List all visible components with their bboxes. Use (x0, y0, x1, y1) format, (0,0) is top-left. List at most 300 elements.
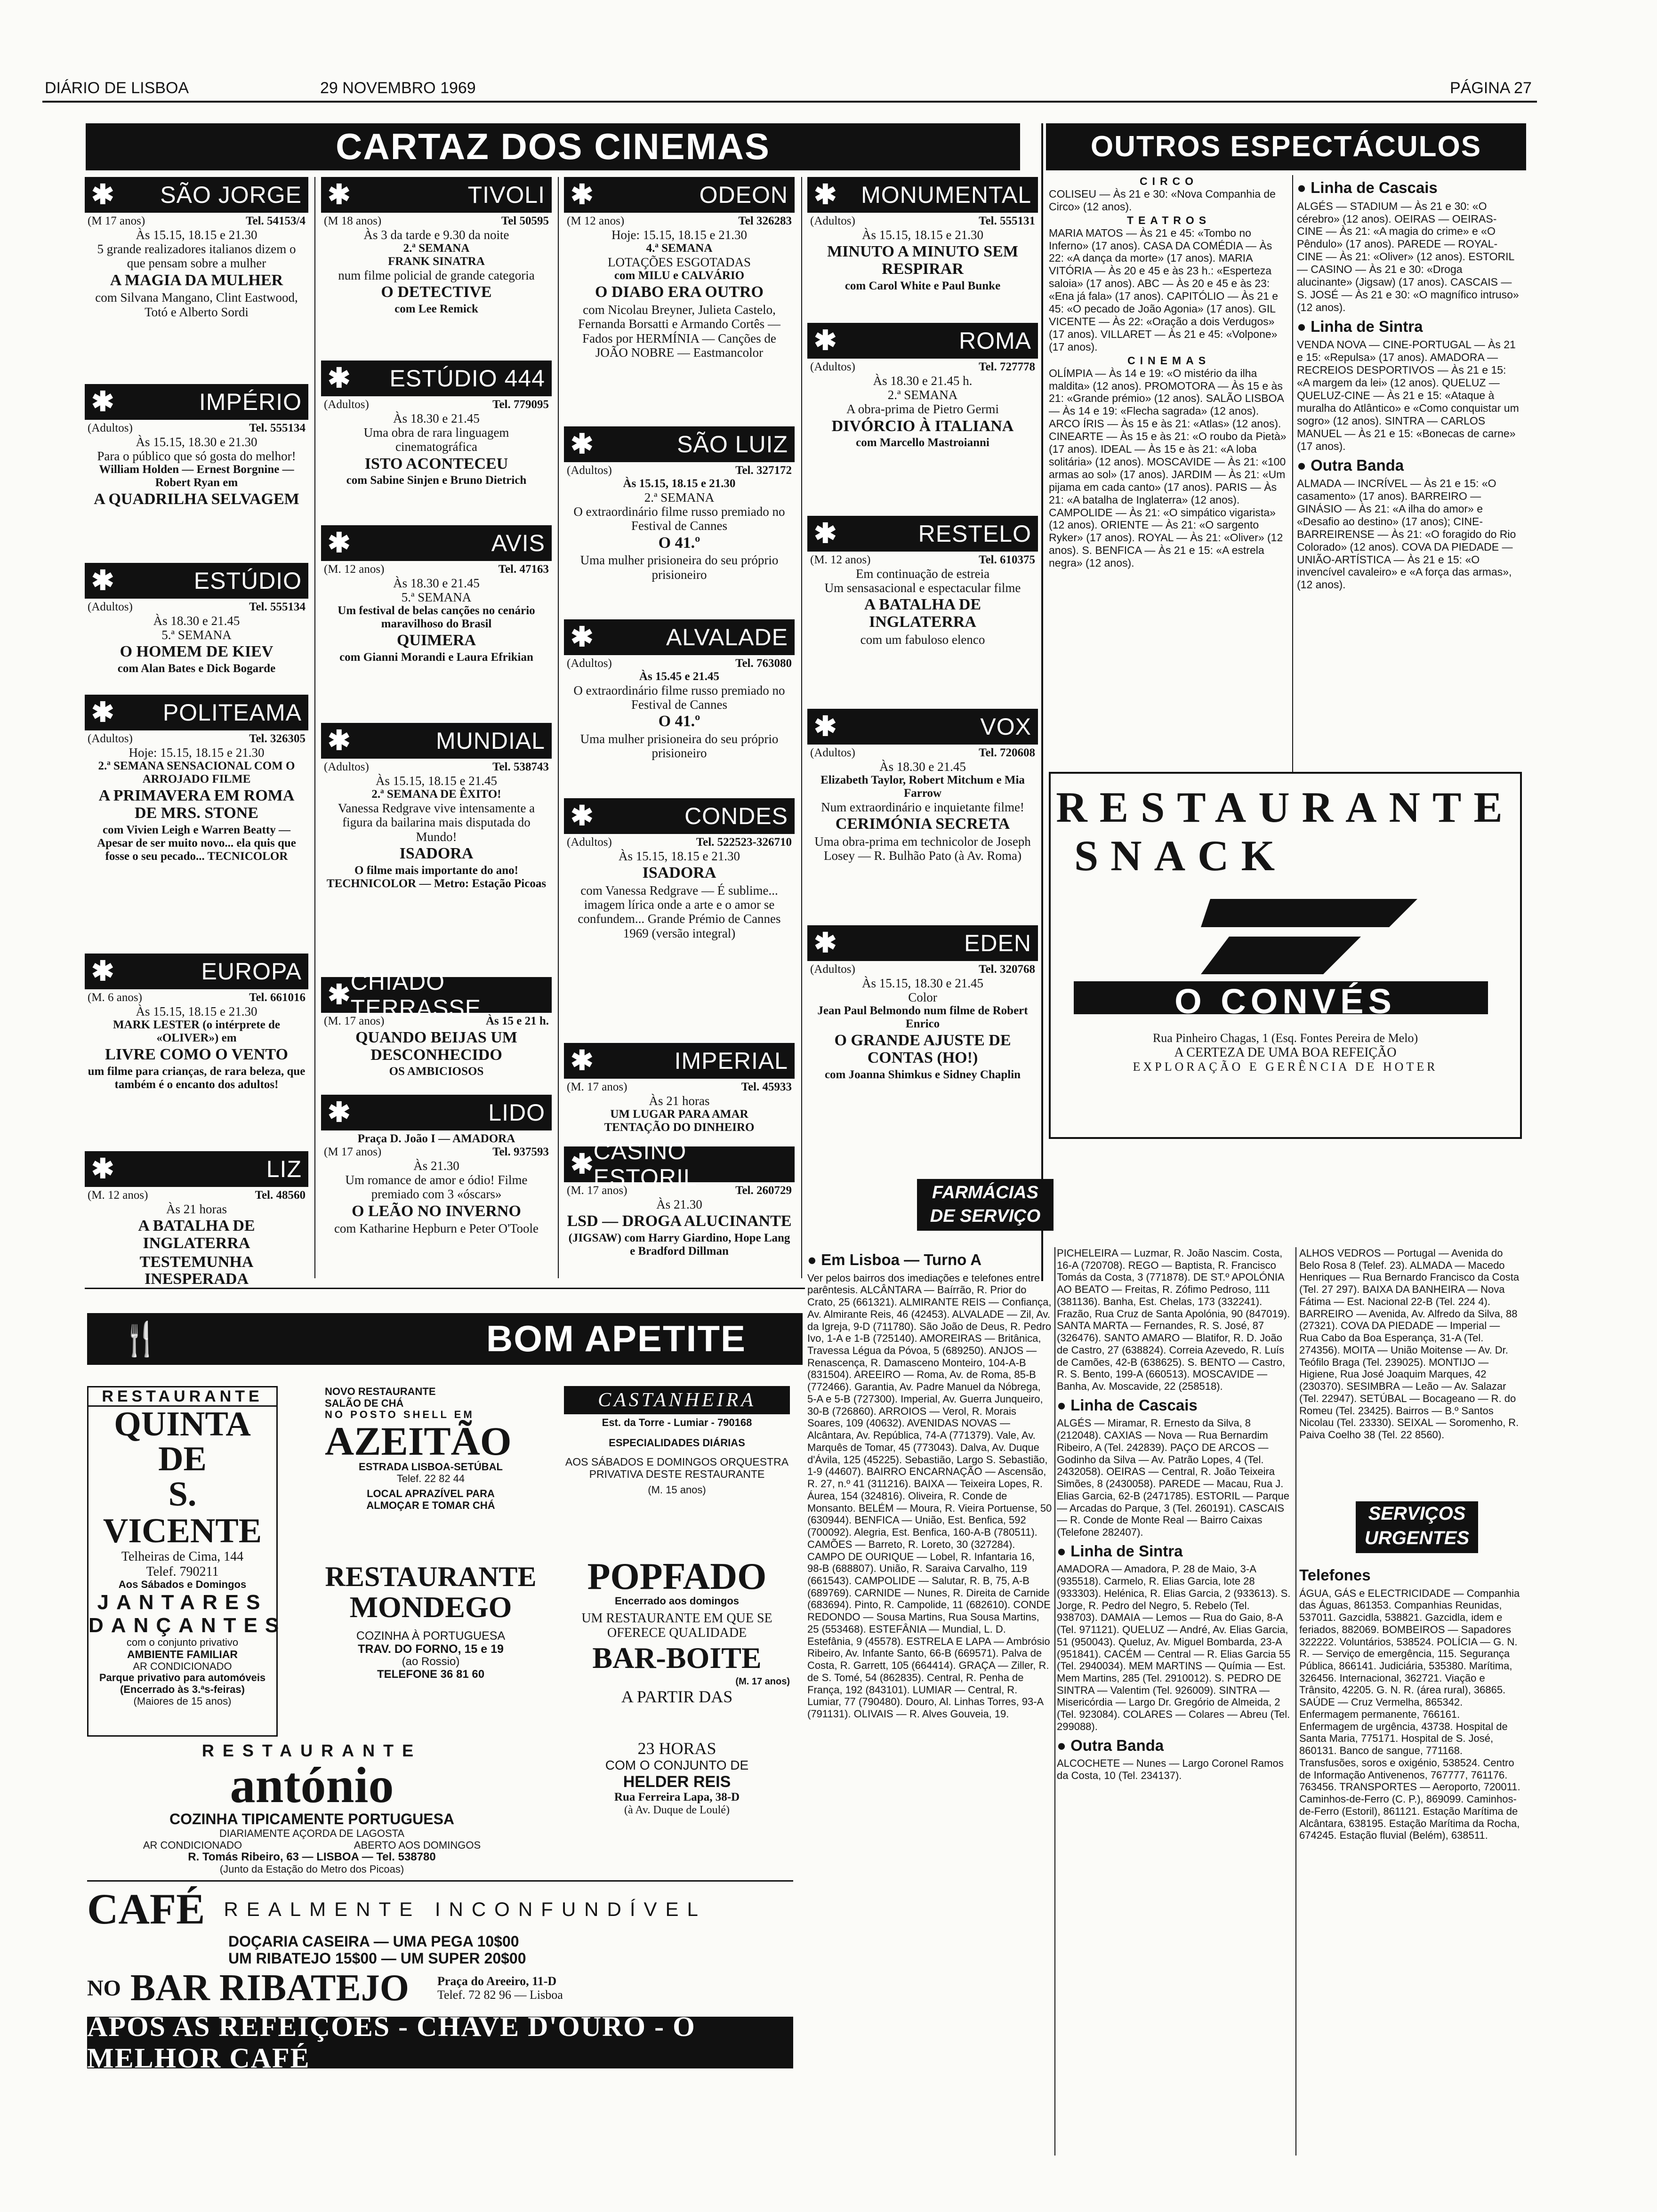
star-icon: ✱ (571, 621, 594, 652)
film-credits: um filme para crianças, de rara beleza, que também é o encanto dos adultos! (88, 1065, 306, 1091)
quinta-address: Telheiras de Cima, 144 (121, 1549, 244, 1564)
cinema-tel: Tel. 555134 (249, 422, 306, 434)
cinema-line: Às 18.30 e 21.45 (153, 614, 240, 628)
cinema-tel: Tel 326283 (738, 215, 792, 227)
antonio-ad (87, 1741, 537, 1878)
outros-divider (1292, 175, 1293, 773)
age-rating: (M. 17 anos) (567, 1184, 627, 1197)
cinema-tel: Tel. 45933 (741, 1081, 792, 1093)
star-icon: ✱ (91, 1153, 114, 1184)
cinema-box (564, 1043, 795, 1142)
cinema-tel: Tel. 779095 (492, 398, 549, 411)
castanheira-sabados: AOS SÁBADOS E DOMINGOS ORQUESTRA PRIVATIVA DESTE RESTAURANTE (565, 1456, 789, 1480)
heading-farm-sintra: ● Linha de Sintra (1057, 1542, 1183, 1560)
cinema-tel: Tel. 555131 (979, 215, 1035, 227)
cinema-line: Hoje: 15.15, 18.15 e 21.30 (129, 745, 265, 760)
issue-date: 29 NOVEMBRO 1969 (320, 79, 476, 97)
age-rating: (M. 17 anos) (567, 1081, 627, 1093)
heading-cascais: ● Linha de Cascais (1297, 179, 1438, 196)
cinema-line: William Holden — Ernest Borgnine — Robert Ryan em (99, 463, 294, 489)
snack-title: SNACK (1074, 832, 1287, 880)
age-rating: (M. 12 anos) (810, 553, 871, 566)
farmacias-logo (917, 1179, 1054, 1231)
quinta-tel: Telef. 790211 (146, 1564, 219, 1579)
cinema-name: IMPÉRIO (199, 389, 302, 415)
sintra-listing: VENDA NOVA — CINE-PORTUGAL — Às 21 e 15: «Repulsa» (17 anos). AMADORA — RECREIOS DESPORTIVOS — Às 21 e 15: «A margem da lei» (12 anos). QUELUZ — QUELUZ-CINE — Às 21 e 15: «Ataque à muralha do Atlântico» e «Como conquistar um sogro» (12 anos). SINTRA — CARLOS MANUEL — Às 21 e 15: «Bonecas de carne» (17 anos). (1297, 338, 1519, 452)
cutlery-icon: 🍴 (120, 1320, 162, 1357)
cinema-box (85, 954, 308, 1142)
star-icon: ✱ (328, 725, 351, 756)
cafe-address: Praça do Areeiro, 11-D (437, 1974, 557, 1988)
quinta-ambiente: AMBIENTE FAMILIAR (127, 1648, 238, 1660)
cinema-box (321, 723, 552, 968)
bar-boite-name: BAR-BOITE (592, 1641, 762, 1675)
cinema-name: VOX (980, 713, 1031, 740)
cinema-name: CHIADO TERRASSE (350, 969, 482, 1021)
cinema-line: Às 15.15, 18.15 e 21.30 (862, 228, 983, 242)
cinema-tel: Tel. 720608 (979, 746, 1035, 759)
azeitao-t2: SALÃO DE CHÁ (325, 1397, 404, 1409)
cinema-line: Hoje: 15.15, 18.15 e 21.30 (611, 228, 747, 242)
cinema-line: num filme policial de grande categoria (338, 268, 535, 283)
film-credits: com Joanna Shimkus e Sidney Chaplin (824, 1068, 1021, 1081)
cinema-line: 2.ª SEMANA (887, 388, 958, 402)
film-credits: TESTEMUNHA INESPERADA (139, 1253, 254, 1288)
snack-restaurante: RESTAURANTE (1056, 783, 1515, 831)
column-divider (314, 177, 315, 1278)
cinema-box (321, 969, 552, 1085)
bom-apetite-banner (87, 1313, 803, 1365)
cinema-line: Para o público que só gosta do melhor! (97, 449, 296, 464)
castanheira-name: CASTANHEIRA (564, 1386, 790, 1414)
cafe-title: CAFÉ (87, 1885, 205, 1933)
mondego-rossio: (ao Rossio) (402, 1655, 460, 1668)
age-rating: (Adultos) (810, 746, 855, 759)
cinema-line: Praça D. João I — AMADORA (357, 1132, 515, 1145)
age-rating: (Adultos) (567, 657, 612, 670)
cinema-line: Às 21.30 (413, 1159, 459, 1173)
cinema-line: 5 grande realizadores italianos dizem o que pensam sobre a mulher (97, 242, 296, 271)
heading-farm-sintra-text: Linha de Sintra (1070, 1542, 1183, 1560)
cinema-box (807, 323, 1038, 506)
castanheira-especialidades: ESPECIALIDADES DIÁRIAS (609, 1436, 745, 1449)
antonio-address: R. Tomás Ribeiro, 63 — LISBOA — Tel. 538780 (188, 1851, 436, 1864)
cinema-name: LIDO (488, 1099, 545, 1126)
bar-conjunto: COM O CONJUNTO DE (605, 1758, 749, 1773)
cinema-line: Vanessa Redgrave vive intensamente a figura da bailarina mais disputada do Mundo! (338, 801, 535, 844)
film-title: DIVÓRCIO À ITALIANA (831, 417, 1014, 435)
servicos-listing: ÁGUA, GÁS e ELECTRICIDADE — Companhia das Águas, 861353. Companhias Reunidas, 537011. Gazcidla, 538821. Gazcidla, idem e feriados, 882069. BOMBEIROS — Sapadores 322222. Voluntários, 538524. POLÍCIA — G. N. R. — Serviço de emergência, 115. Segurança Pública, 866141. Judiciária, 535380. Marítima, 326456. Internacional, 362721. Viação e Trânsito, 42205. G. N. R. (área rural), 36865. SAÚDE — Cruz Vermelha, 865342. Enfermagem permanente, 766161. Enfermagem de urgência, 43738. Hospital de Santa Maria, 775171. Hospital de S. José, 860131. Banco de sangue, 771168. Transfusões, soros e oxigénio, 538524. Centro de Informação Antivenenos, 767777, 761176. 763456. TRANSPORTES — Aeroporto, 720011. Caminhos-de-Ferro (C. P.), 869099. Caminhos-de-Ferro (Estoril), 861121. Estação Marítima de Alcântara, 638195. Estação Marítima da Rocha, 674245. Estação fluvial (Belém), 638511. (1299, 1587, 1520, 1842)
antonio-diariamente: DIARIAMENTE AÇORDA DE LAGOSTA (219, 1827, 405, 1840)
cascais-listing: ALGÉS — STADIUM — Às 21 e 30: «O cérebro» (12 anos). OEIRAS — OEIRAS-CINE — Às 21: «A magia do crime» e «O Pêndulo» (17 anos). PAREDE — ROYAL-CINE — Às 21: «Oliver» (12 anos). ESTORIL — CASINO — Às 21 e 30: «Droga alucinante» (Jigsaw) (17 anos). CASCAIS — S. JOSÉ — Às 21 e 30: «O magnífico intruso» (12 anos). (1297, 200, 1519, 313)
film-credits: com Silvana Mangano, Clint Eastwood, Totó e Alberto Sordi (95, 290, 298, 319)
film-title: CERIMÓNIA SECRETA (835, 815, 1010, 833)
quinta-encerrado: (Encerrado às 3.ªs-feiras) (120, 1683, 245, 1695)
popfado-um: UM RESTAURANTE EM QUE SE OFERECE QUALIDADE (581, 1611, 772, 1640)
cinema-line: LOTAÇÕES ESGOTADAS (608, 255, 751, 270)
mondego-name: MONDEGO (349, 1590, 512, 1624)
section-cinemas: CINEMAS (1127, 354, 1211, 367)
cinema-line: Às 21.30 (656, 1197, 702, 1211)
cinema-name: MONUMENTAL (861, 182, 1031, 208)
antonio-name: antónio (230, 1757, 394, 1814)
cafe-tel: Telef. 72 82 96 — Lisboa (437, 1988, 563, 2002)
film-credits: com Vanessa Redgrave — É sublime... imagem lírica onde a arte e o amor se confundem... Grande Prémio de Cannes 1969 (versão integral) (578, 883, 781, 940)
age-rating: (Adultos) (567, 464, 612, 477)
cinema-name: CASINO ESTORIL (593, 1138, 697, 1191)
film-title: O GRANDE AJUSTE DE CONTAS (HO!) (834, 1032, 1011, 1067)
column-divider (558, 177, 559, 1278)
header-rule (42, 101, 1537, 103)
cinema-line: MARK LESTER (o intérprete de «OLIVER») em (113, 1018, 281, 1045)
star-icon: ✱ (571, 1148, 594, 1179)
cinema-name: POLITEAMA (162, 699, 302, 726)
popfado-encerrado: Encerrado aos domingos (614, 1595, 740, 1607)
cinema-name: EDEN (964, 930, 1031, 956)
heading-lisboa: ● Em Lisboa — Turno A (807, 1251, 982, 1268)
cinema-line: 4.ª SEMANA (646, 242, 713, 255)
cinema-tel: Tel. 555134 (249, 601, 306, 613)
age-rating: (Adultos) (324, 761, 369, 773)
cinemas-listing: OLÍMPIA — Às 14 e 19: «O mistério da ilha maldita» (12 anos). PROMOTORA — Às 15 e às 21: «Grande prémio» (12 anos). SALÃO LISBOA — Às 14 e 19: «Flecha sagrada» (12 anos). ARCO ÍRIS — Às 15 e às 21: «Atlas» (12 anos). CINEARTE — Às 15 e às 21: «O roubo da Pietà» (17 anos). IDEAL — Às 15 e às 21: «A loba solitária» (12 anos). MOSCAVIDE — Às 21: «100 armas ao sol» (17 anos). JARDIM — Às 21: «Um pijama em cada canto» (17 anos). PARIS — Às 21: «A batalha de Inglaterra» (12 anos). CAMPOLIDE — Às 21: «O simpático vigarista» (12 anos). ORIENTE — Às 21: «O sargento Ryker» (17 anos). ROYAL — Às 21: «Oliver» (12 anos). S. BENFICA — Às 21 e 15: «A estrela negra» (12 anos). (1049, 367, 1287, 569)
cinema-name: ESTÚDIO 444 (389, 365, 545, 392)
cinemas-banner-title: CARTAZ DOS CINEMAS (336, 126, 770, 168)
film-credits: (JIGSAW) com Harry Giardino, Hope Lang e Bradford Dillman (568, 1231, 790, 1258)
age-rating: (M 12 anos) (567, 215, 625, 227)
quinta-maiores: (Maiores de 15 anos) (133, 1695, 232, 1707)
star-icon: ✱ (814, 518, 837, 549)
cinema-line: Color (908, 990, 937, 1005)
cinema-line: com MILU e CALVÁRIO (614, 269, 745, 282)
film-title: A BATALHA DE INGLATERRA (864, 596, 981, 631)
cinema-line: 2.ª SEMANA DE ÊXITO! (371, 788, 501, 801)
cinema-box (807, 925, 1038, 1132)
age-rating: (M. 12 anos) (88, 1189, 148, 1202)
cinema-line: FRANK SINATRA (388, 255, 485, 268)
cinema-box (564, 798, 795, 1034)
age-rating: (M. 17 anos) (324, 1015, 385, 1027)
cinema-line: Às 3 da tarde e 9.30 da noite (363, 228, 509, 242)
cinema-line: 2.ª SEMANA SENSACIONAL COM O ARROJADO FILME (98, 760, 295, 786)
cinema-box (564, 619, 795, 789)
star-icon: ✱ (814, 711, 837, 742)
cafe-no: NO (87, 1975, 121, 2001)
banda-listing: ALMADA — INCRÍVEL — Às 21 e 15: «O casamento» (17 anos). BARREIRO — GINÁSIO — Às 21: «A ilha do amor» e «Desafio ao destino» (17 anos); CINE-BARREIRENSE — Às 21: «O foragido do Rio Colorado» (12 anos). COVA DA PIEDADE — UNIÃO-ARTÍSTICA — Às 21 e 15: «O invencível cavaleiro» e «A força das armas», (12 anos). (1297, 477, 1516, 591)
age-rating: (Adultos) (810, 361, 855, 373)
cinema-tel: Tel. 610375 (979, 553, 1035, 566)
quinta-jantares: JANTARES (97, 1590, 268, 1614)
cinema-name: TIVOLI (467, 182, 545, 208)
cinema-tel: Tel. 538743 (492, 761, 549, 773)
cinema-tel: Tel. 260729 (735, 1184, 792, 1197)
cinema-line: Às 15.15, 18.15 e 21.30 (136, 228, 257, 242)
quinta-aos: Aos Sábados e Domingos (118, 1579, 247, 1591)
farmacias-title-1: FARMÁCIAS (932, 1183, 1038, 1202)
cinema-name: MUNDIAL (435, 728, 545, 754)
age-rating: (Adultos) (324, 398, 369, 411)
star-icon: ✱ (91, 955, 114, 986)
star-icon: ✱ (91, 697, 114, 728)
cinema-name: AVIS (491, 530, 545, 556)
cinema-line: Às 15.45 e 21.45 (639, 670, 720, 683)
quinta-name-1: QUINTA DE (114, 1405, 251, 1479)
star-icon: ✱ (328, 527, 351, 558)
snack-ad (1049, 772, 1522, 1139)
cinema-tel: Às 15 e 21 h. (485, 1015, 549, 1027)
cafe-bar-ribatejo: BAR RIBATEJO (130, 1967, 409, 2009)
cinema-box (85, 384, 308, 553)
cinema-box (321, 1095, 552, 1278)
film-credits: O filme mais importante do ano! TECHNICOLOR — Metro: Estação Picoas (326, 864, 547, 890)
cinema-name: CONDES (684, 803, 788, 829)
cinema-name: IMPERIAL (674, 1048, 788, 1074)
farmacias-col-2 (1057, 1247, 1292, 2156)
cinema-tel: Tel. 522523-326710 (696, 836, 792, 849)
star-icon: ✱ (91, 565, 114, 596)
film-credits: com um fabuloso elenco (860, 632, 985, 647)
film-title: MINUTO A MINUTO SEM RESPIRAR (827, 243, 1018, 278)
bar-av: (à Av. Duque de Loulé) (624, 1803, 730, 1816)
quinta-conjunto: com o conjunto privativo (126, 1636, 239, 1649)
cafe-ribatejo-prices: UM RIBATEJO 15$00 — UM SUPER 20$00 (228, 1949, 526, 1967)
cinema-tel: Tel. 661016 (249, 991, 306, 1004)
age-rating: (M. 6 anos) (88, 991, 142, 1004)
film-title: O DETECTIVE (381, 283, 492, 301)
film-title: O 41.º (658, 534, 700, 552)
cinema-line: Elizabeth Taylor, Robert Mitchum e Mia Farrow (820, 774, 1025, 800)
column-divider (1295, 1247, 1296, 2156)
film-title: TENTAÇÃO DO DINHEIRO (604, 1121, 755, 1134)
cinemas-banner (86, 123, 1020, 170)
cinema-line: Às 15.15, 18.15 e 21.30 (136, 1004, 257, 1018)
cinema-tel: Tel 50595 (501, 215, 549, 227)
outros-banner (1046, 123, 1526, 170)
star-icon: ✱ (814, 179, 837, 210)
film-title: ISADORA (399, 844, 474, 862)
film-credits: com Carol White e Paul Bunke (845, 279, 1001, 292)
farm-banda-listing: ALCOCHETE — Nunes — Largo Coronel Ramos da Costa, 10 (Tel. 234137). (1057, 1757, 1284, 1781)
popfado-name: POPFADO (587, 1556, 767, 1597)
azeitao-name: AZEITÃO (325, 1418, 512, 1464)
film-credits: Uma mulher prisioneira do seu próprio prisioneiro (580, 553, 779, 582)
star-icon: ✱ (328, 1097, 351, 1128)
heading-telefones: Telefones (1299, 1566, 1371, 1584)
snack-exploracao: EXPLORAÇÃO E GERÊNCIA DE HOTER (1133, 1059, 1438, 1074)
cinema-line: A obra-prima de Pietro Germi (846, 402, 999, 417)
age-rating: (Adultos) (88, 422, 133, 434)
outros-left-column (1049, 175, 1289, 773)
quinta-restaurante: RESTAURANTE (88, 1387, 276, 1407)
servicos-title-2: URGENTES (1364, 1528, 1470, 1548)
castanheira-address: Est. da Torre - Lumiar - 790168 (602, 1417, 752, 1428)
cinema-name: SÃO JORGE (160, 182, 302, 208)
azeitao-loc2: ALMOÇAR E TOMAR CHÁ (366, 1499, 495, 1511)
cinema-line: Às 15.15, 18.30 e 21.45 (862, 976, 983, 990)
farm-cascais-listing: ALGÉS — Miramar, R. Ernesto da Silva, 8 (212048). CAXIAS — Nova — Rua Bernardim Ribeiro, A (Tel. 242839). PAÇO DE ARCOS — Godinho da Silva — Av. Patrão Lopes, 4 (Tel. 2432058). OEIRAS — Central, R. João Teixeira Simões, 8 (2430058). PAREDE — Macau, Rua J. Elias Garcia, 62-B (2471785). ESTORIL — Parque — Arcadas do Parque, 3 (Tel. 260191). CASCAIS — R. Conde de Monte Real — Bairro Caixas (Telefone 282407). (1057, 1417, 1290, 1539)
film-credits: com Gianni Morandi e Laura Efrikian (339, 651, 533, 664)
cinema-box (321, 177, 552, 351)
film-title: ISADORA (642, 864, 716, 882)
heading-lisboa-text: Em Lisboa — Turno A (821, 1251, 982, 1268)
cinema-box (807, 516, 1038, 699)
age-rating: (Adultos) (810, 215, 855, 227)
film-credits: com Katharine Hepburn e Peter O'Toole (334, 1221, 539, 1236)
cinema-name: ODEON (699, 182, 788, 208)
snack-logo-text: O CONVÉS (1174, 982, 1396, 1021)
section-teatros: TEATROS (1126, 214, 1211, 226)
star-icon: ✱ (91, 386, 114, 417)
cinema-box (807, 709, 1038, 916)
age-rating: (M 17 anos) (324, 1146, 382, 1158)
film-credits: OS AMBICIOSOS (389, 1065, 484, 1078)
cafe-realmente: REALMENTE INCONFUNDÍVEL (224, 1898, 707, 1920)
cinema-box (85, 177, 308, 375)
cinema-name: ALVALADE (666, 624, 788, 650)
outros-banner-title: OUTROS ESPECTÁCULOS (1090, 130, 1482, 163)
cinema-line: Em continuação de estreia (855, 567, 990, 581)
star-icon: ✱ (328, 979, 351, 1010)
bar-boite-ad (564, 1739, 790, 1845)
popfado-ad (564, 1558, 790, 1737)
lisboa-listing-cont: PICHELEIRA — Luzmar, R. João Nascim. Costa, 16-A (720708). REGO — Baptista, R. Francisco Tomás da Costa, 3 (771878). DE ST.º APOLÓNIA AO BEATO — Freitas, R. Zófimo Pedroso, 111 (381136). Banha, Est. Chelas, 173 (332241). Frazão, Rua Cruz de Santa Apolónia, 90 (847019). SANTA MARTA — Fernandes, R. S. José, 87 (326476). SANTO AMARO — Blatifor, R. D. João de Castro, 27 (638824). Correia Azevedo, R. Luís de Camões, 42-B (638625). S. BENTO — Castro, R. S. Bento, 199-A (660513). MOSCAVIDE — Banha, Av. Moscavide, 22 (258518). (1057, 1247, 1290, 1393)
film-credits: Uma obra-prima em technicolor de Joseph Losey — R. Bulhão Pato (à Av. Roma) (814, 834, 1031, 863)
film-title: ISTO ACONTECEU (364, 455, 508, 473)
film-credits: com Sabine Sinjen e Bruno Dietrich (346, 474, 527, 487)
heading-sintra: ● Linha de Sintra (1297, 317, 1423, 335)
age-rating: (Adultos) (810, 963, 855, 976)
film-credits: com Marcello Mastroianni (856, 436, 989, 449)
film-title: QUIMERA (396, 632, 476, 649)
cinema-box (321, 525, 552, 713)
bar-maiores: (M. 17 anos) (735, 1676, 790, 1687)
cinema-box (807, 177, 1038, 313)
film-credits: com Alan Bates e Dick Bogarde (117, 662, 276, 675)
quinta-ad (87, 1386, 287, 1737)
cinema-line: Um sensasacional e espectacular filme (824, 581, 1021, 595)
azeitao-road: ESTRADA LISBOA-SETÚBAL (359, 1460, 503, 1473)
mondego-ad (325, 1563, 537, 1737)
castanheira-ad (564, 1386, 790, 1548)
quinta-ar: AR CONDICIONADO (133, 1660, 232, 1672)
cinema-tel: Tel. 320768 (979, 963, 1035, 976)
cinema-box (564, 177, 795, 417)
film-credits: com Nicolau Breyner, Julieta Castelo, Fernanda Borsatti e Armando Cortês — Fados por HERMÍNIA — Canções de JOÃO NOBRE — Eastmancolor (578, 303, 780, 360)
azeitao-loc1: LOCAL APRAZÍVEL PARA (367, 1488, 495, 1500)
age-rating: (M 17 anos) (88, 215, 145, 227)
bom-apetite-title: BOM APETITE (486, 1318, 746, 1360)
azeitao-tel: Telef. 22 82 44 (396, 1472, 465, 1484)
cinema-name: ESTÚDIO (193, 568, 302, 594)
cinema-line: Um festival de belas canções no cenário maravilhoso do Brasil (338, 604, 535, 631)
age-rating: (Adultos) (567, 836, 612, 849)
cinema-line: Uma obra de rara linguagem cinematográfica (363, 425, 509, 454)
star-icon: ✱ (571, 800, 594, 831)
cinema-tel: Tel. 47163 (498, 563, 549, 576)
bar-hours: 23 HORAS (637, 1739, 716, 1758)
age-rating: (M 18 anos) (324, 215, 382, 227)
quinta-dancantes: DANÇANTES (88, 1614, 287, 1637)
film-title: O LEÃO NO INVERNO (352, 1202, 521, 1220)
cinema-line: Um romance de amor e ódio! Filme premiado com 3 «óscars» (345, 1173, 528, 1202)
quinta-parque: Parque privativo para automóveis (99, 1672, 266, 1684)
heading-banda: ● Outra Banda (1297, 456, 1404, 474)
film-title: QUANDO BEIJAS UM DESCONHECIDO (355, 1029, 517, 1064)
page-number: PÁGINA 27 (1450, 79, 1532, 97)
cinema-tel: Tel. 54153/4 (246, 215, 306, 227)
cinema-box (85, 563, 308, 685)
cinema-box (85, 695, 308, 944)
castanheira-maiores: (M. 15 anos) (648, 1483, 706, 1496)
column-divider (1054, 1247, 1055, 2156)
cinema-name: ROMA (959, 328, 1031, 354)
age-rating: (Adultos) (88, 732, 133, 745)
cinema-line: Às 15.15, 18.15 e 21.45 (376, 774, 497, 788)
film-credits: Uma mulher prisioneira do seu próprio prisioneiro (580, 732, 779, 761)
antonio-cozinha: COZINHA TIPICAMENTE PORTUGUESA (169, 1811, 455, 1828)
snack-address: Rua Pinheiro Chagas, 1 (Esq. Fontes Pereira de Melo) (1152, 1031, 1418, 1045)
age-rating: (M. 12 anos) (324, 563, 385, 576)
star-icon: ✱ (571, 428, 594, 459)
cinema-line: 2.ª SEMANA (403, 242, 470, 255)
farmacias-col-1 (807, 1247, 1052, 2156)
star-icon: ✱ (91, 179, 114, 210)
chave-ouro-text: APÓS AS REFEIÇÕES - CHAVE D'OURO - O MELHOR CAFÉ (87, 2011, 696, 2074)
film-title: A PRIMAVERA EM ROMA DE MRS. STONE (98, 787, 295, 822)
azeitao-t1: NOVO RESTAURANTE (325, 1386, 436, 1397)
outros-right-column (1297, 175, 1520, 773)
film-title: LSD — DROGA ALUCINANTE (567, 1212, 792, 1230)
cinema-name: RESTELO (918, 521, 1031, 547)
cinema-line: Num extraordinário e inquietante filme! (821, 800, 1024, 815)
cinema-box (85, 1151, 308, 1288)
cinema-line: 5.ª SEMANA (401, 590, 472, 605)
cinema-line: Às 18.30 e 21.45 (393, 411, 480, 425)
antonio-aberto: ABERTO AOS DOMINGOS (354, 1839, 481, 1851)
cinema-tel: Tel. 937593 (492, 1146, 549, 1158)
cinema-tel: Tel. 326305 (249, 732, 306, 745)
bar-rua: Rua Ferreira Lapa, 38-D (614, 1790, 740, 1803)
column-divider (801, 177, 802, 1278)
heading-farm-cascais: ● Linha de Cascais (1057, 1396, 1198, 1414)
cinema-tel: Tel. 727778 (979, 361, 1035, 373)
paper-name: DIÁRIO DE LISBOA (45, 79, 189, 97)
section-circo: CIRCO (1139, 175, 1199, 187)
film-title: A QUADRILHA SELVAGEM (94, 490, 299, 508)
star-icon: ✱ (571, 179, 594, 210)
quinta-name-2: S. VICENTE (103, 1475, 262, 1550)
servicos-logo (1356, 1501, 1478, 1553)
star-icon: ✱ (814, 927, 837, 958)
cinema-box (564, 1138, 795, 1278)
heading-farm-banda: ● Outra Banda (1057, 1736, 1164, 1754)
antonio-junto: (Junto da Estação do Metro dos Picoas) (219, 1863, 404, 1875)
cinema-line: Às 15.15, 18.15 e 21.30 (623, 477, 736, 490)
azeitao-ad (325, 1386, 537, 1546)
snack-slogan: A CERTEZA DE UMA BOA REFEIÇÃO (1174, 1045, 1397, 1060)
cinema-tel: Tel. 763080 (735, 657, 792, 670)
cinema-line: 2.ª SEMANA (644, 490, 715, 505)
cinema-line: Às 21 horas (166, 1202, 227, 1216)
mondego-tel: TELEFONE 36 81 60 (377, 1668, 485, 1681)
cinema-line: Às 15.15, 18.30 e 21.30 (136, 435, 257, 449)
mondego-restaurante: RESTAURANTE (325, 1561, 537, 1592)
cinema-box (321, 361, 552, 516)
heading-banda-text: Outra Banda (1311, 456, 1404, 474)
heading-farm-cascais-text: Linha de Cascais (1070, 1396, 1198, 1414)
mondego-cozinha: COZINHA À PORTUGUESA (356, 1629, 506, 1643)
bar-a-partir: A PARTIR DAS (621, 1687, 733, 1706)
cinema-line: Às 18.30 e 21.45 (393, 576, 480, 590)
